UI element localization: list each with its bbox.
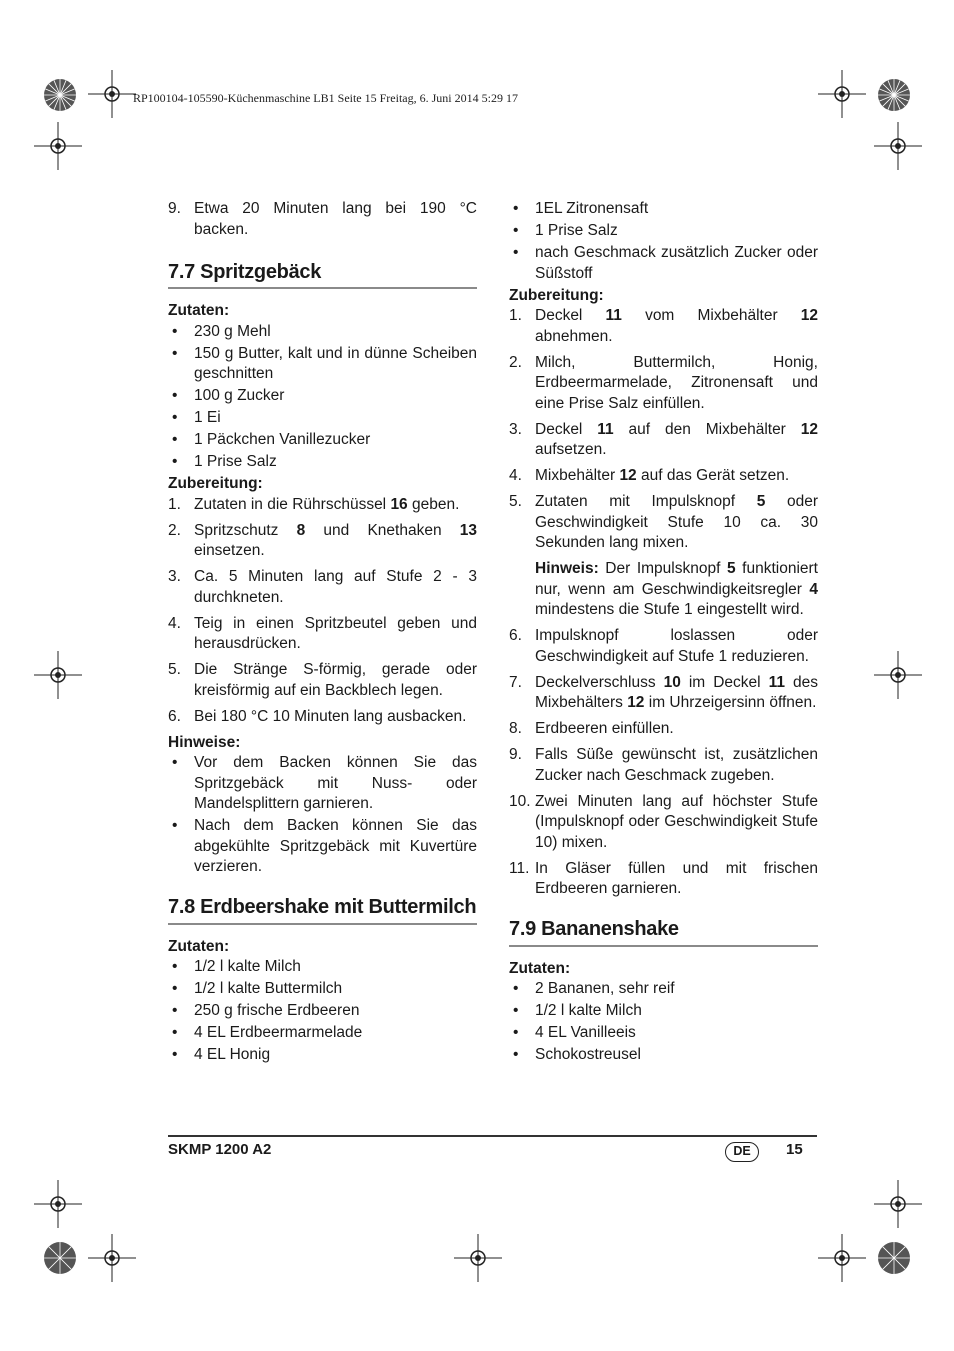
crosshair-mark-icon xyxy=(34,651,82,699)
list-item: • 1 Prise Salz xyxy=(509,221,818,242)
list-item: • Vor dem Backen können Sie das Spritzgebäck mit Nuss- oder Mandelsplittern garnieren. xyxy=(168,753,477,815)
list-item: • 150 g Butter, kalt und in dünne Scheiben geschnitten xyxy=(168,344,477,385)
step-item: 1. Zutaten in die Rührschüssel 16 geben. xyxy=(168,495,460,513)
step-item: 7. Deckelverschluss 10 im Deckel 11 des Mixbehälters 12 im Uhrzeigersinn öffnen. xyxy=(509,673,818,711)
list-item: • 4 EL Honig xyxy=(168,1045,477,1066)
preparation-steps xyxy=(509,306,818,554)
step-item: 9. Etwa 20 Minuten lang bei 190 °C backen. xyxy=(168,200,477,238)
zutaten-label: Zutaten: xyxy=(168,302,230,319)
crosshair-mark-icon xyxy=(88,70,136,118)
list-item: • 250 g frische Erdbeeren xyxy=(168,1001,477,1022)
step-item: 11. In Gläser füllen und mit frischen Erdbeeren garnieren. xyxy=(509,859,818,897)
crosshair-mark-icon xyxy=(34,1180,82,1228)
registration-rosette-icon xyxy=(874,75,914,115)
registration-rosette-icon xyxy=(40,1238,80,1278)
list-item: • 100 g Zucker xyxy=(168,386,477,407)
list-item: • 1/2 l kalte Buttermilch xyxy=(168,979,477,1000)
step-item: 4. Mixbehälter 12 auf das Gerät setzen. xyxy=(509,467,790,484)
list-item: • 1EL Zitronensaft xyxy=(509,199,818,220)
step-item: 10. Zwei Minuten lang auf höchster Stufe (Impulsknopf oder Geschwindigkeit Stufe 10) mixen. xyxy=(509,792,818,851)
continued-steps xyxy=(168,199,477,240)
step-item: 2. Spritzschutz 8 und Knethaken 13 einsetzen. xyxy=(168,521,477,559)
footer-rule xyxy=(168,1135,817,1137)
step-item: 2. Milch, Buttermilch, Honig, Erdbeermarmelade, Zitronensaft und eine Prise Salz einfüllen. xyxy=(509,353,818,412)
registration-rosette-icon xyxy=(40,75,80,115)
preparation-steps-continued xyxy=(509,626,818,900)
print-header-line: RP100104-105590-Küchenmaschine LB1 Seite 15 Freitag, 6. Juni 2014 5:29 17 xyxy=(133,91,518,105)
list-item: • 1/2 l kalte Milch xyxy=(509,1001,818,1022)
crosshair-mark-icon xyxy=(818,1234,866,1282)
crosshair-mark-icon xyxy=(874,122,922,170)
section-heading-spritzgebaeck: 7.7 Spritzgebäck xyxy=(168,262,477,290)
notes-list xyxy=(168,753,477,878)
step-item: 5. Die Stränge S-förmig, gerade oder kreisförmig auf ein Backblech legen. xyxy=(168,661,477,699)
hinweise-label: Hinweise: xyxy=(168,733,241,751)
step-item: 1. Deckel 11 vom Mixbehälter 12 abnehmen. xyxy=(509,307,818,345)
crosshair-mark-icon xyxy=(818,70,866,118)
ingredients-list-continued xyxy=(509,199,818,284)
crosshair-mark-icon xyxy=(34,122,82,170)
preparation-steps xyxy=(168,495,477,728)
list-item: • Nach dem Backen können Sie das abgekühlte Spritzgebäck mit Kuvertüre verzieren. xyxy=(168,816,477,878)
list-item: • 2 Bananen, sehr reif xyxy=(509,979,818,1000)
language-badge: DE xyxy=(725,1142,759,1162)
crosshair-mark-icon xyxy=(874,651,922,699)
step-item: 3. Deckel 11 auf den Mixbehälter 12 aufsetzen. xyxy=(509,420,818,458)
crosshair-mark-icon xyxy=(88,1234,136,1282)
section-heading-erdbeershake: 7.8 Erdbeershake mit Buttermilch xyxy=(168,897,477,925)
crosshair-mark-icon xyxy=(454,1234,502,1282)
step-item: 9. Falls Süße gewünscht ist, zusätzlichen Zucker nach Geschmack zugeben. xyxy=(509,746,818,784)
list-item: • 4 EL Vanilleeis xyxy=(509,1023,818,1044)
list-item: • nach Geschmack zusätzlich Zucker oder Süßstoff xyxy=(509,243,818,284)
list-item: • Schokostreusel xyxy=(509,1045,818,1066)
ingredients-list xyxy=(168,957,477,1066)
step-item: 8. Erdbeeren einfüllen. xyxy=(509,720,674,737)
list-item: • 1/2 l kalte Milch xyxy=(168,957,477,978)
step-item: 4. Teig in einen Spritzbeutel geben und herausdrücken. xyxy=(168,614,477,652)
registration-rosette-icon xyxy=(874,1238,914,1278)
section-heading-bananenshake: 7.9 Bananenshake xyxy=(509,919,818,947)
zutaten-label: Zutaten: xyxy=(509,959,571,977)
ingredients-list xyxy=(509,979,818,1066)
list-item: • 1 Päckchen Vanillezucker xyxy=(168,430,477,451)
list-item: • 230 g Mehl xyxy=(168,322,477,343)
list-item: • 1 Prise Salz xyxy=(168,452,477,473)
step-item: 6. Impulsknopf loslassen oder Geschwindigkeit auf Stufe 1 reduzieren. xyxy=(509,627,818,665)
hinweis-note: Hinweis: Der Impulsknopf 5 funktioniert nur, wenn am Geschwindigkeitsregler 4 mindestens die Stufe 1 eingestellt wird. xyxy=(535,560,818,618)
zubereitung-label: Zubereitung: xyxy=(509,286,604,304)
zubereitung-label: Zubereitung: xyxy=(168,475,263,492)
list-item: • 4 EL Erdbeermarmelade xyxy=(168,1023,477,1044)
page-number: 15 xyxy=(786,1141,803,1158)
list-item: • 1 Ei xyxy=(168,408,477,429)
zutaten-label: Zutaten: xyxy=(168,937,230,955)
crosshair-mark-icon xyxy=(874,1180,922,1228)
footer-model: SKMP 1200 A2 xyxy=(168,1141,272,1158)
right-column xyxy=(509,199,818,1067)
step-item: 6. Bei 180 °C 10 Minuten lang ausbacken. xyxy=(168,707,467,725)
left-column xyxy=(168,199,477,1067)
step-item: 3. Ca. 5 Minuten lang auf Stufe 2 - 3 durchkneten. xyxy=(168,568,477,606)
step-item: 5. Zutaten mit Impulsknopf 5 oder Geschwindigkeit Stufe 10 ca. 30 Sekunden lang mixen. xyxy=(509,493,818,551)
ingredients-list xyxy=(168,322,477,473)
